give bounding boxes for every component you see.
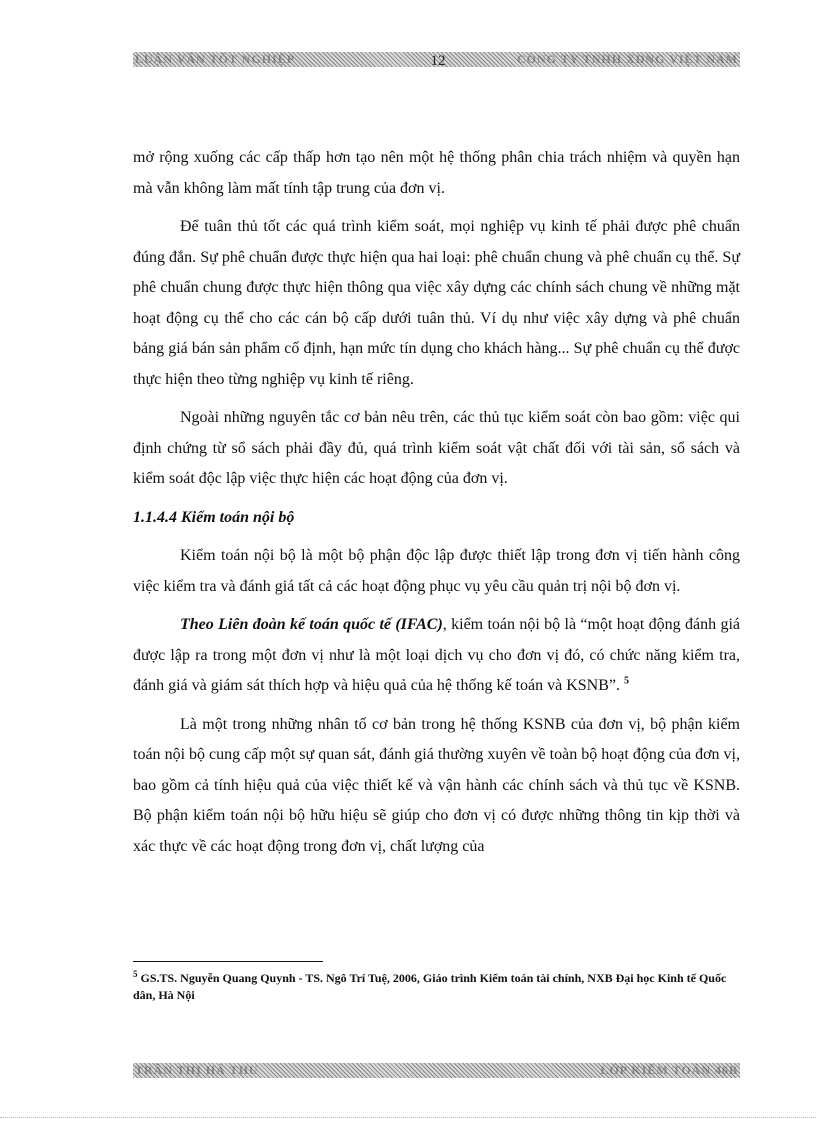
page-number: 12: [430, 53, 446, 69]
paragraph-5-text: , kiểm toán nội bộ là “một hoạt động đánh giá được lập ra trong một đơn vị như là một loại dịch vụ cho đơn vị đó, có chức năng kiểm tra, đánh giá và giám sát thích hợp và hiệu quả của hệ thống kế toán và KSNB”.: [133, 616, 741, 694]
header-left-text: LUẬN VĂN TỐT NGHIỆP: [135, 52, 296, 66]
document-body: [133, 143, 740, 862]
section-heading: 1.1.4.4 Kiểm toán nội bộ: [133, 508, 295, 526]
footer-band: [133, 1063, 740, 1078]
footer-right-text: LỚP KIỂM TOÁN 46B: [600, 1063, 738, 1077]
paragraph-1: mở rộng xuống các cấp thấp hơn tạo nên một hệ thống phân chia trách nhiệm và quyền hạn mà vẫn không làm mất tính tập trung của đơn vị.: [133, 149, 740, 197]
footnote-mark: 5: [133, 969, 138, 979]
paragraph-6: Là một trong những nhân tố cơ bản trong hệ thống KSNB của đơn vị, bộ phận kiểm toán nội bộ cung cấp một sự quan sát, đánh giá thường xuyên về toàn bộ hoạt động của đơn vị, bao gồm cả tính hiệu quả của việc thiết kế và vận hành các chính sách và thủ tục về KSNB. Bộ phận kiểm toán nội bộ hữu hiệu sẽ giúp cho đơn vị có được những thông tin kịp thời và xác thực về các hoạt động trong đơn vị, chất lượng của: [133, 715, 740, 855]
header-right-text: CÔNG TY TNHH XDNG VIỆT NAM: [516, 52, 738, 66]
paragraph-3: Ngoài những nguyên tắc cơ bản nêu trên, các thủ tục kiểm soát còn bao gồm: việc qui định chứng từ sổ sách phải đầy đủ, quá trình kiểm soát vật chất đối với tài sản, sổ sách và kiểm soát độc lập việc thực hiện các hoạt động của đơn vị.: [133, 409, 740, 487]
footer-left-text: TRẦN THỊ HÀ THU: [135, 1063, 259, 1077]
footnote-text: GS.TS. Nguyễn Quang Quynh - TS. Ngô Trí Tuệ, 2006, Giáo trình Kiểm toán tài chính, NXB Đại học Kinh tế Quốc dân, Hà Nội: [133, 971, 727, 1002]
paragraph-4: Kiểm toán nội bộ là một bộ phận độc lập được thiết lập trong đơn vị tiến hành công việc kiểm tra và đánh giá tất cả các hoạt động phục vụ yêu cầu quản trị nội bộ đơn vị.: [133, 547, 740, 595]
ifac-emphasis: Theo Liên đoàn kế toán quốc tế (IFAC): [180, 616, 443, 633]
paragraph-5: [133, 610, 740, 702]
paragraph-2: Để tuân thủ tốt các quá trình kiểm soát, mọi nghiệp vụ kinh tế phải được phê chuẩn đúng đắn. Sự phê chuẩn được thực hiện qua hai loại: phê chuẩn chung và phê chuẩn cụ thể. Sự phê chuẩn chung được thực hiện thông qua việc xây dựng các chính sách chung về những mặt hoạt động cụ thể cho các cán bộ cấp dưới tuân thủ. Ví dụ như việc xây dựng và phê chuẩn bảng giá bán sản phẩm cố định, hạn mức tín dụng cho khách hàng... Sự phê chuẩn cụ thể được thực hiện theo từng nghiệp vụ kinh tế riêng.: [133, 218, 740, 388]
page-edge-divider: [0, 1117, 816, 1118]
footnote: [133, 970, 733, 1004]
footnote-separator: [133, 961, 323, 962]
footnote-reference[interactable]: 5: [624, 675, 629, 687]
